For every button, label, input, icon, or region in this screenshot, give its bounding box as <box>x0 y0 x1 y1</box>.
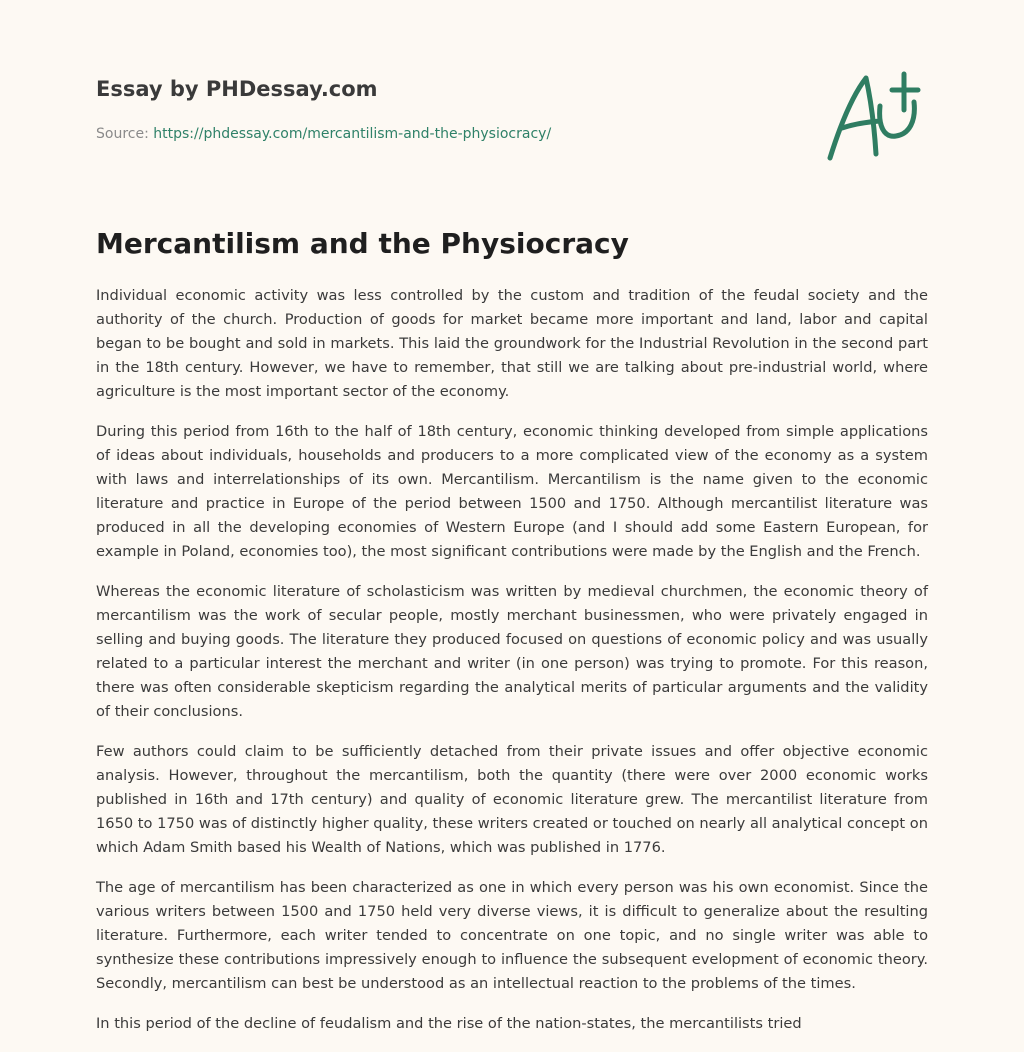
essay-body <box>96 284 928 1052</box>
essay-paragraph-6: In this period of the decline of feudalism and the rise of the nation-states, the mercantilists tried <box>96 1015 802 1032</box>
source-link[interactable]: https://phdessay.com/mercantilism-and-the-physiocracy/ <box>153 126 552 142</box>
source-label: Source: <box>96 126 154 142</box>
essay-title: Mercantilism and the Physiocracy <box>96 227 629 260</box>
essay-paragraph-5: The age of mercantilism has been characterized as one in which every person was his own economist. Since the various writers between 1500 and 1750 held very diverse views, it is difficult to generalize about the resulting literature. Furthermore, each writer tended to concentrate on one topic, and no single writer was able to synthesize these contributions impressively enough to influence the subsequent evelopment of economic theory. Secondly, mercantilism can best be understood as an intellectual reaction to the problems of the times. <box>96 879 928 992</box>
essay-paragraph-4: Few authors could claim to be sufficiently detached from their private issues and offer objective economic analysis. However, throughout the mercantilism, both the quantity (there were over 2000 economic works published in 16th and 17th century) and quality of economic literature grew. The mercantilist literature from 1650 to 1750 was of distinctly higher quality, these writers created or touched on nearly all analytical concept on which Adam Smith based his Wealth of Nations, which was published in 1776. <box>96 743 928 856</box>
a-plus-logo-icon <box>822 66 928 166</box>
essay-header <box>96 74 796 144</box>
source-line <box>96 124 796 144</box>
essay-paragraph-1: Individual economic activity was less controlled by the custom and tradition of the feudal society and the authority of the church. Production of goods for market became more important and land, labor and capital began to be bought and sold in markets. This laid the groundwork for the Industrial Revolution in the second part in the 18th century. However, we have to remember, that still we are talking about pre-industrial world, where agriculture is the most important sector of the economy. <box>96 287 928 400</box>
essay-paragraph-3: Whereas the economic literature of scholasticism was written by medieval churchmen, the economic theory of mercantilism was the work of secular people, mostly merchant businessmen, who were privately engaged in selling and buying goods. The literature they produced focused on questions of economic policy and was usually related to a particular interest the merchant and writer (in one person) was trying to promote. For this reason, there was often considerable skepticism regarding the analytical merits of particular arguments and the validity of their conclusions. <box>96 583 928 720</box>
essay-paragraph-2: During this period from 16th to the half of 18th century, economic thinking developed from simple applications of ideas about individuals, households and producers to a more complicated view of the economy as a system with laws and interrelationships of its own. Mercantilism. Mercantilism is the name given to the economic literature and practice in Europe of the period between 1500 and 1750. Although mercantilist literature was produced in all the developing economies of Western Europe (and I should add some Eastern European, for example in Poland, economies too), the most significant contributions were made by the English and the French. <box>96 423 928 560</box>
brand-title: Essay by PHDessay.com <box>96 77 378 101</box>
